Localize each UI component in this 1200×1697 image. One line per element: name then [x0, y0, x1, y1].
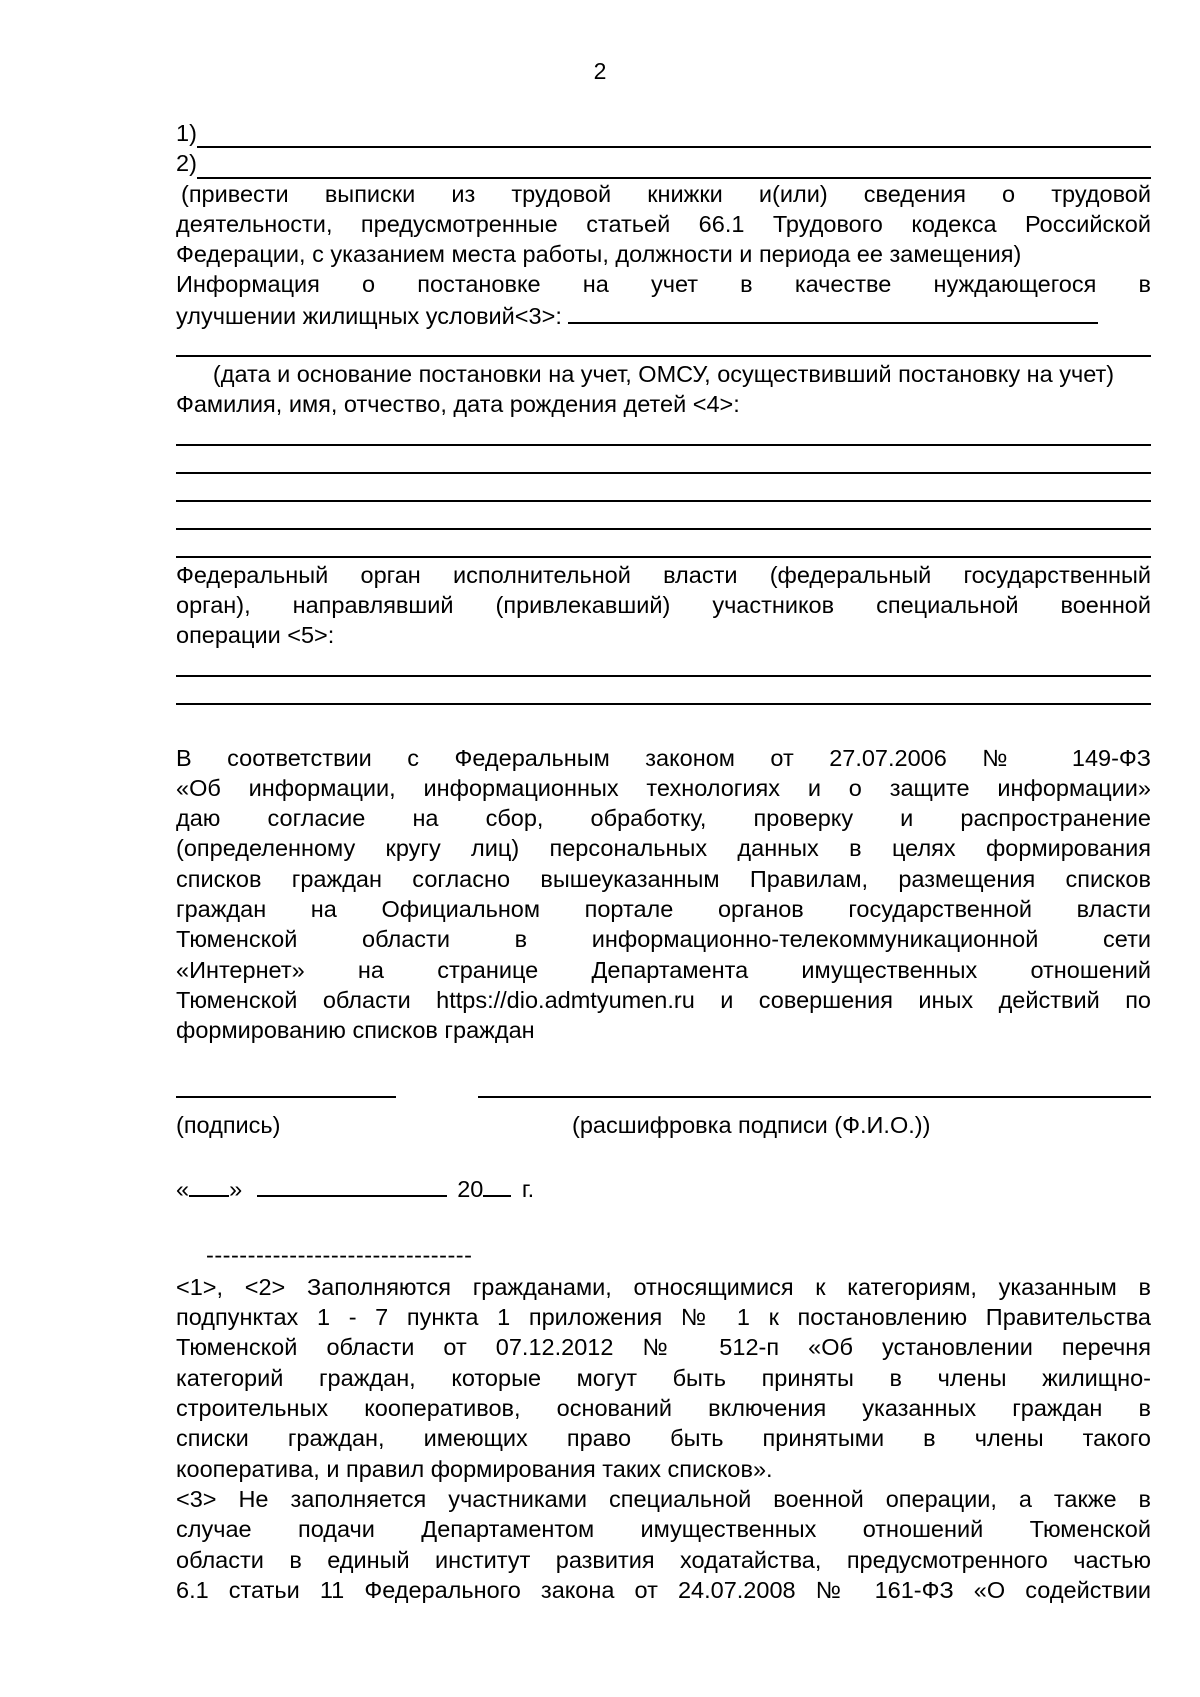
federal-body-line: операции <5>:: [176, 622, 335, 649]
employment-line-1-field[interactable]: [197, 122, 1151, 148]
footnote-line: 6.1 статьи 11 Федерального закона от 24.07.2008 № 161-ФЗ «О содействии: [176, 1576, 1151, 1603]
housing-field[interactable]: [568, 300, 1098, 324]
employment-line-2[interactable]: [176, 148, 1151, 178]
date-year-suffix: г.: [521, 1175, 535, 1202]
work-note-line: (привести выписки из трудовой книжки и(или) сведения о трудовой: [181, 180, 1151, 207]
employment-line-1[interactable]: [176, 118, 1151, 148]
footnote-line: подпунктах 1 - 7 пункта 1 приложения № 1 к постановлению Правительства: [176, 1304, 1151, 1331]
signature-decoding-field[interactable]: [478, 1096, 1151, 1098]
federal-body-section: [176, 560, 1151, 705]
federal-body-line: орган), направлявший (привлекавший) участников специальной военной: [176, 591, 1151, 618]
signature-field[interactable]: [176, 1096, 396, 1098]
date-year-field[interactable]: [483, 1173, 511, 1197]
consent-line: В соответствии с Федеральным законом от 27.07.2006 № 149-ФЗ: [176, 744, 1151, 771]
housing-note: (дата и основание постановки на учет, ОМСУ, осуществивший постановку на учет): [212, 361, 1115, 388]
employment-line-2-field[interactable]: [197, 153, 1151, 179]
work-note-line: деятельности, предусмотренные статьей 66.1 Трудового кодекса Российской: [176, 210, 1151, 237]
employment-line-2-label: 2): [176, 150, 197, 177]
children-field[interactable]: [176, 472, 1151, 474]
consent-line: Тюменской области в информационно-телекоммуникационной сети: [176, 926, 1151, 953]
consent-line: даю согласие на сбор, обработку, проверку и распространение: [176, 805, 1151, 832]
employment-line-1-label: 1): [176, 120, 197, 146]
footnote-1-2: [176, 1272, 1151, 1484]
date-month-field[interactable]: [257, 1173, 447, 1197]
housing-extra-field[interactable]: [176, 355, 1151, 357]
housing-line-1: Информация о постановке на учет в качестве нуждающегося в: [176, 271, 1151, 298]
federal-body-line: Федеральный орган исполнительной власти (федеральный государственный: [176, 561, 1151, 588]
consent-line: «Об информации, информационных технологиях и о защите информации»: [176, 774, 1151, 801]
housing-line-2-label: улучшении жилищных условий<3>:: [176, 302, 562, 329]
federal-body-field[interactable]: [176, 675, 1151, 677]
signature-decoding-label: (расшифровка подписи (Ф.И.О.)): [572, 1111, 931, 1138]
housing-line-2: [176, 300, 1151, 331]
footnote-line: списки граждан, имеющих право быть принятыми в члены такого: [176, 1425, 1151, 1452]
date-day-field[interactable]: [189, 1173, 229, 1197]
children-fields: [176, 444, 1151, 558]
footnote-line: случае подачи Департаментом имущественных отношений Тюменской: [176, 1516, 1151, 1543]
footnote-line: <3> Не заполняется участниками специальной военной операции, а также в: [176, 1485, 1151, 1512]
page-number: 2: [593, 58, 607, 84]
housing-section: [176, 269, 1151, 389]
consent-line: «Интернет» на странице Департамента имущественных отношений: [176, 956, 1151, 983]
footnote-line: кооператива, и правил формирования таких списков».: [176, 1455, 773, 1482]
date-close-quote: »: [229, 1175, 243, 1202]
consent-line: Тюменской области https://dio.admtyumen.ru и совершения иных действий по: [176, 986, 1151, 1013]
footnote-line: строительных кооперативов, оснований включения указанных граждан в: [176, 1395, 1151, 1422]
federal-body-field[interactable]: [176, 703, 1151, 705]
children-field[interactable]: [176, 500, 1151, 502]
children-field[interactable]: [176, 444, 1151, 446]
signature-labels: [176, 1110, 1151, 1141]
consent-line: списков граждан согласно вышеуказанным Правилам, размещения списков: [176, 865, 1151, 892]
children-field[interactable]: [176, 528, 1151, 530]
document-body: [176, 118, 1151, 1605]
signature-label: (подпись): [176, 1111, 281, 1138]
children-field[interactable]: [176, 556, 1151, 558]
children-label: Фамилия, имя, отчество, дата рождения детей <4>:: [176, 391, 740, 418]
date-row: [176, 1173, 1151, 1204]
consent-line: граждан на Официальном портале органов государственной власти: [176, 896, 1151, 923]
signature-lines: [176, 1072, 1151, 1104]
work-note: [176, 179, 1151, 270]
consent-paragraph: [176, 743, 1151, 1046]
date-open-quote: «: [176, 1175, 190, 1202]
consent-line: формированию списков граждан: [176, 1017, 535, 1044]
footnote-line: категорий граждан, которые могут быть приняты в члены жилищно-: [176, 1364, 1151, 1391]
footnote-line: <1>, <2> Заполняются гражданами, относящимися к категориям, указанным в: [176, 1273, 1151, 1300]
date-year-prefix: 20: [457, 1175, 484, 1202]
consent-line: (определенному кругу лиц) персональных данных в целях формирования: [176, 835, 1151, 862]
footnote-3: [176, 1484, 1151, 1605]
footnote-line: Тюменской области от 07.12.2012 № 512-п «Об установлении перечня: [176, 1334, 1151, 1361]
work-note-line: Федерации, с указанием места работы, должности и периода ее замещения): [176, 241, 1022, 268]
footnote-separator: --------------------------------: [206, 1241, 473, 1268]
footnote-line: области в единый институт развития ходатайства, предусмотренного частью: [176, 1546, 1151, 1573]
